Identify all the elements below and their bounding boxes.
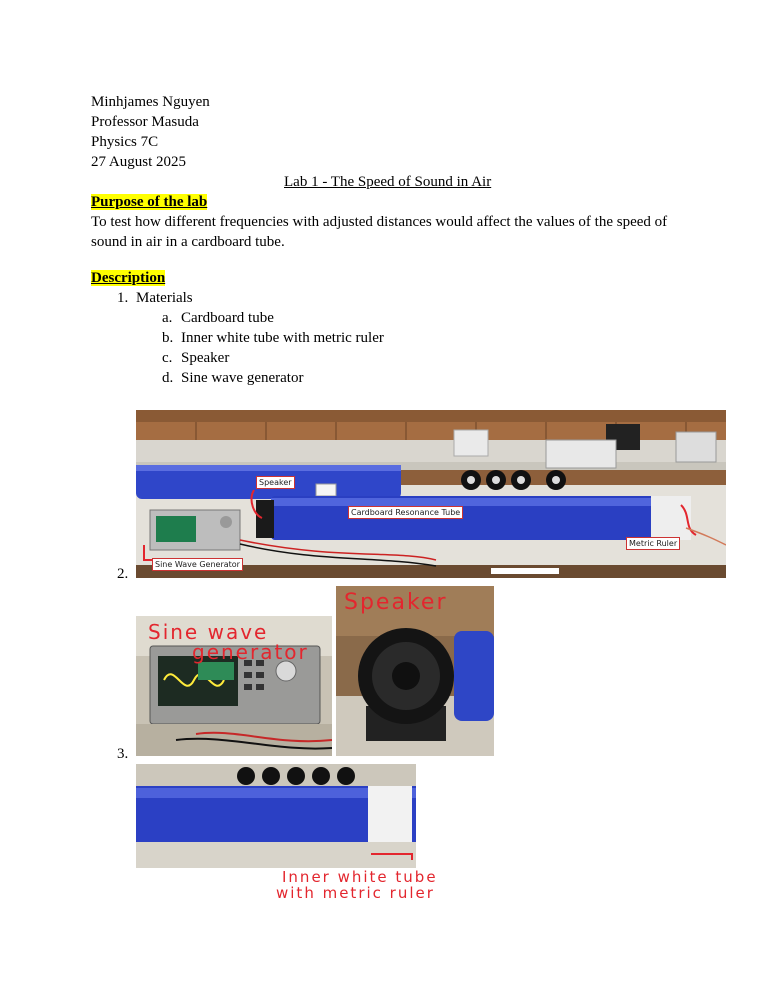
inner-tube-illustration bbox=[136, 764, 416, 868]
list-number-1: 1. bbox=[117, 290, 129, 306]
list-number-2: 2. bbox=[117, 566, 129, 582]
professor-name: Professor Masuda bbox=[91, 114, 199, 130]
sub-letter-c: c. bbox=[162, 350, 173, 366]
material-item: Sine wave generator bbox=[181, 370, 304, 386]
generator-label: Sine Wave Generator bbox=[152, 558, 243, 571]
lab-setup-illustration bbox=[136, 410, 726, 578]
handwritten-generator-line1: Sine wave bbox=[148, 620, 269, 644]
purpose-heading-text: Purpose of the lab bbox=[91, 194, 208, 210]
ruler-label: Metric Ruler bbox=[626, 537, 680, 550]
course-name: Physics 7C bbox=[91, 134, 159, 150]
purpose-heading bbox=[91, 192, 207, 212]
handwritten-inner-tube-line1: Inner white tube bbox=[282, 868, 438, 886]
speaker-photo bbox=[336, 586, 494, 756]
speaker-label: Speaker bbox=[256, 476, 295, 489]
description-heading bbox=[91, 268, 165, 288]
sine-wave-generator-photo bbox=[136, 616, 332, 756]
material-item: Cardboard tube bbox=[181, 310, 274, 326]
description-heading-text: Description bbox=[91, 270, 166, 286]
inner-tube-photo bbox=[136, 764, 416, 868]
material-item: Speaker bbox=[181, 350, 230, 366]
handwritten-inner-tube-line2: with metric ruler bbox=[276, 884, 435, 902]
tube-label: Cardboard Resonance Tube bbox=[348, 506, 463, 519]
lab-setup-photo bbox=[136, 410, 726, 578]
material-item: Inner white tube with metric ruler bbox=[181, 330, 384, 346]
author-name: Minhjames Nguyen bbox=[91, 94, 210, 110]
purpose-text: To test how different frequencies with adjusted distances would affect the values of the speed of sound in air in a cardboard tube. bbox=[91, 214, 668, 250]
handwritten-speaker-label: Speaker bbox=[344, 590, 448, 615]
sub-letter-b: b. bbox=[162, 330, 174, 346]
materials-label: Materials bbox=[136, 290, 193, 306]
date: 27 August 2025 bbox=[91, 154, 187, 170]
sub-letter-d: d. bbox=[162, 370, 174, 386]
document-title: Lab 1 - The Speed of Sound in Air bbox=[284, 174, 492, 190]
list-number-3: 3. bbox=[117, 746, 129, 762]
handwritten-generator-line2: generator bbox=[192, 640, 309, 664]
sub-letter-a: a. bbox=[162, 310, 173, 326]
